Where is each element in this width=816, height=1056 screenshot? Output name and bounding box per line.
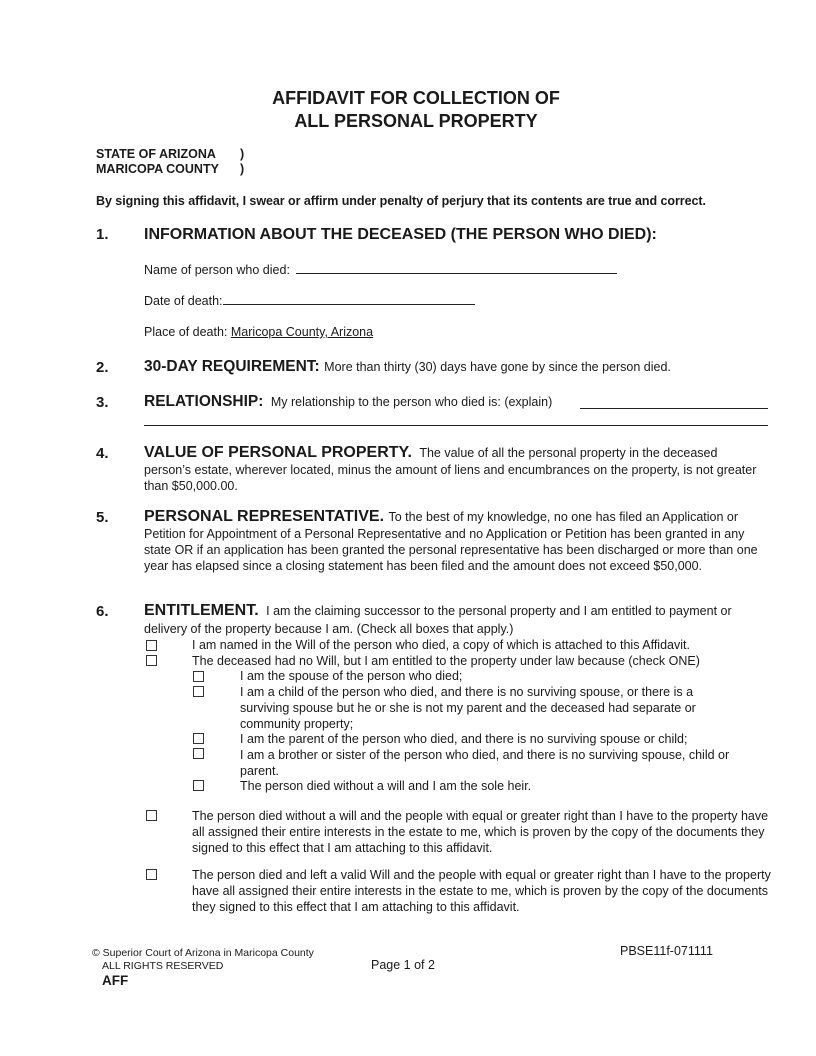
section-3-content xyxy=(144,393,552,411)
date-of-death-field[interactable] xyxy=(223,292,475,305)
deceased-name-field[interactable] xyxy=(296,261,617,274)
section-4-first-line xyxy=(144,444,717,462)
checkbox-spouse[interactable] xyxy=(193,671,204,682)
section-5-first-line xyxy=(144,508,738,526)
venue-paren: ) xyxy=(240,147,245,161)
deceased-name-row xyxy=(144,261,617,278)
venue-county xyxy=(96,162,245,177)
document-title-line-2: ALL PERSONAL PROPERTY xyxy=(294,111,538,131)
section-3-number: 3. xyxy=(96,394,109,411)
section-6-first-line xyxy=(144,602,732,620)
checkbox-parent[interactable] xyxy=(193,733,204,744)
section-2-text: More than thirty (30) days have gone by since the person died. xyxy=(324,360,671,374)
oath-statement: By signing this affidavit, I swear or affirm under penalty of perjury that its contents are true and correct. xyxy=(96,194,706,208)
section-1-heading: INFORMATION ABOUT THE DECEASED (THE PERSON WHO DIED): xyxy=(144,226,657,243)
section-2-number: 2. xyxy=(96,359,109,376)
checkbox-no-will-entitled[interactable] xyxy=(146,655,157,666)
option-named-in-will-label: I am named in the Will of the person who died, a copy of which is attached to this Affidavit. xyxy=(192,638,690,652)
footer-page-number: Page 1 of 2 xyxy=(371,958,435,972)
checkbox-sole-heir[interactable] xyxy=(193,780,204,791)
section-4-text-line-1: The value of all the personal property in the deceased xyxy=(419,446,718,460)
section-3-text: My relationship to the person who died is: (explain) xyxy=(270,395,553,409)
sub-option-child-label: I am a child of the person who died, and there is no surviving spouse, or there is a surviving spouse but he or she is not my parent and the deceased had separate or community property; xyxy=(240,685,696,731)
section-6-text-line-1: I am the claiming successor to the personal property and I am entitled to payment or xyxy=(266,604,732,618)
place-of-death-label: Place of death: xyxy=(144,325,228,339)
section-2-content xyxy=(144,358,671,376)
venue-state xyxy=(96,147,245,162)
relationship-field[interactable] xyxy=(580,396,768,409)
section-6-heading: ENTITLEMENT. xyxy=(144,602,259,619)
date-of-death-label: Date of death: xyxy=(144,294,223,308)
footer-copyright: © Superior Court of Arizona in Maricopa County xyxy=(92,947,314,959)
footer-rights: ALL RIGHTS RESERVED xyxy=(102,960,224,972)
venue-paren: ) xyxy=(240,162,245,176)
section-4-text: person’s estate, wherever located, minus the amount of liens and encumbrances on the property, is not greater than $50,000.00. xyxy=(144,463,757,493)
date-of-death-row xyxy=(144,292,475,309)
section-4-number: 4. xyxy=(96,445,109,462)
section-5-text: Petition for Appointment of a Personal Representative and no Application or Petition has been granted in any state OR if an application has been granted the personal representative has been discharged or more than one year has elapsed since a closing statement has been filed and the amount does not exceed $50,000. xyxy=(144,527,758,573)
sub-option-spouse-label: I am the spouse of the person who died; xyxy=(240,669,463,683)
option-no-will-assigned-label: The person died without a will and the people with equal or greater right than I have to the property have all assigned their entire interests in the estate to me, which is proven by the copy of the documents they signed to this effect that I am attaching to this affidavit. xyxy=(192,809,769,855)
checkbox-child[interactable] xyxy=(193,686,204,697)
checkbox-valid-will-assigned[interactable] xyxy=(146,869,157,880)
checkbox-sibling[interactable] xyxy=(193,748,204,759)
section-5-number: 5. xyxy=(96,509,109,526)
place-of-death-row xyxy=(144,324,373,340)
section-6-number: 6. xyxy=(96,603,109,620)
venue-state-label: STATE OF ARIZONA xyxy=(96,147,216,161)
place-of-death-value: Maricopa County, Arizona xyxy=(230,325,374,339)
sub-option-sibling-label: I am a brother or sister of the person who died, and there is no surviving spouse, child or parent. xyxy=(240,748,730,778)
section-3-heading: RELATIONSHIP: xyxy=(144,393,264,410)
option-valid-will-assigned-label: The person died and left a valid Will and the people with equal or greater right than I have to the property have all assigned their entire interests in the estate to me, which is proven by the copy of the documents they signed to this effect that I am attaching to this affidavit. xyxy=(192,868,771,914)
section-5-text-line-1: To the best of my knowledge, no one has filed an Application or xyxy=(388,510,739,524)
checkbox-no-will-assigned[interactable] xyxy=(146,810,157,821)
section-6-text-line-2: delivery of the property because I am. (Check all boxes that apply.) xyxy=(144,622,514,636)
section-4-heading: VALUE OF PERSONAL PROPERTY. xyxy=(144,444,412,461)
section-5-heading: PERSONAL REPRESENTATIVE. xyxy=(144,508,385,525)
relationship-field-line-2[interactable] xyxy=(144,413,768,426)
sub-option-parent-label: I am the parent of the person who died, and there is no surviving spouse or child; xyxy=(240,732,688,746)
sub-option-sole-heir-label: The person died without a will and I am the sole heir. xyxy=(240,779,532,793)
option-no-will-entitled-label: The deceased had no Will, but I am entitled to the property under law because (check ONE) xyxy=(192,654,700,668)
section-1-number: 1. xyxy=(96,226,109,243)
venue-county-label: MARICOPA COUNTY xyxy=(96,162,219,176)
deceased-name-label: Name of person who died: xyxy=(144,263,290,277)
footer-form-id: PBSE11f-071111 xyxy=(620,944,713,958)
section-2-heading: 30-DAY REQUIREMENT: xyxy=(144,358,320,375)
checkbox-named-in-will[interactable] xyxy=(146,640,157,651)
footer-form-code: AFF xyxy=(102,973,129,988)
document-title-line-1: AFFIDAVIT FOR COLLECTION OF xyxy=(272,88,560,108)
